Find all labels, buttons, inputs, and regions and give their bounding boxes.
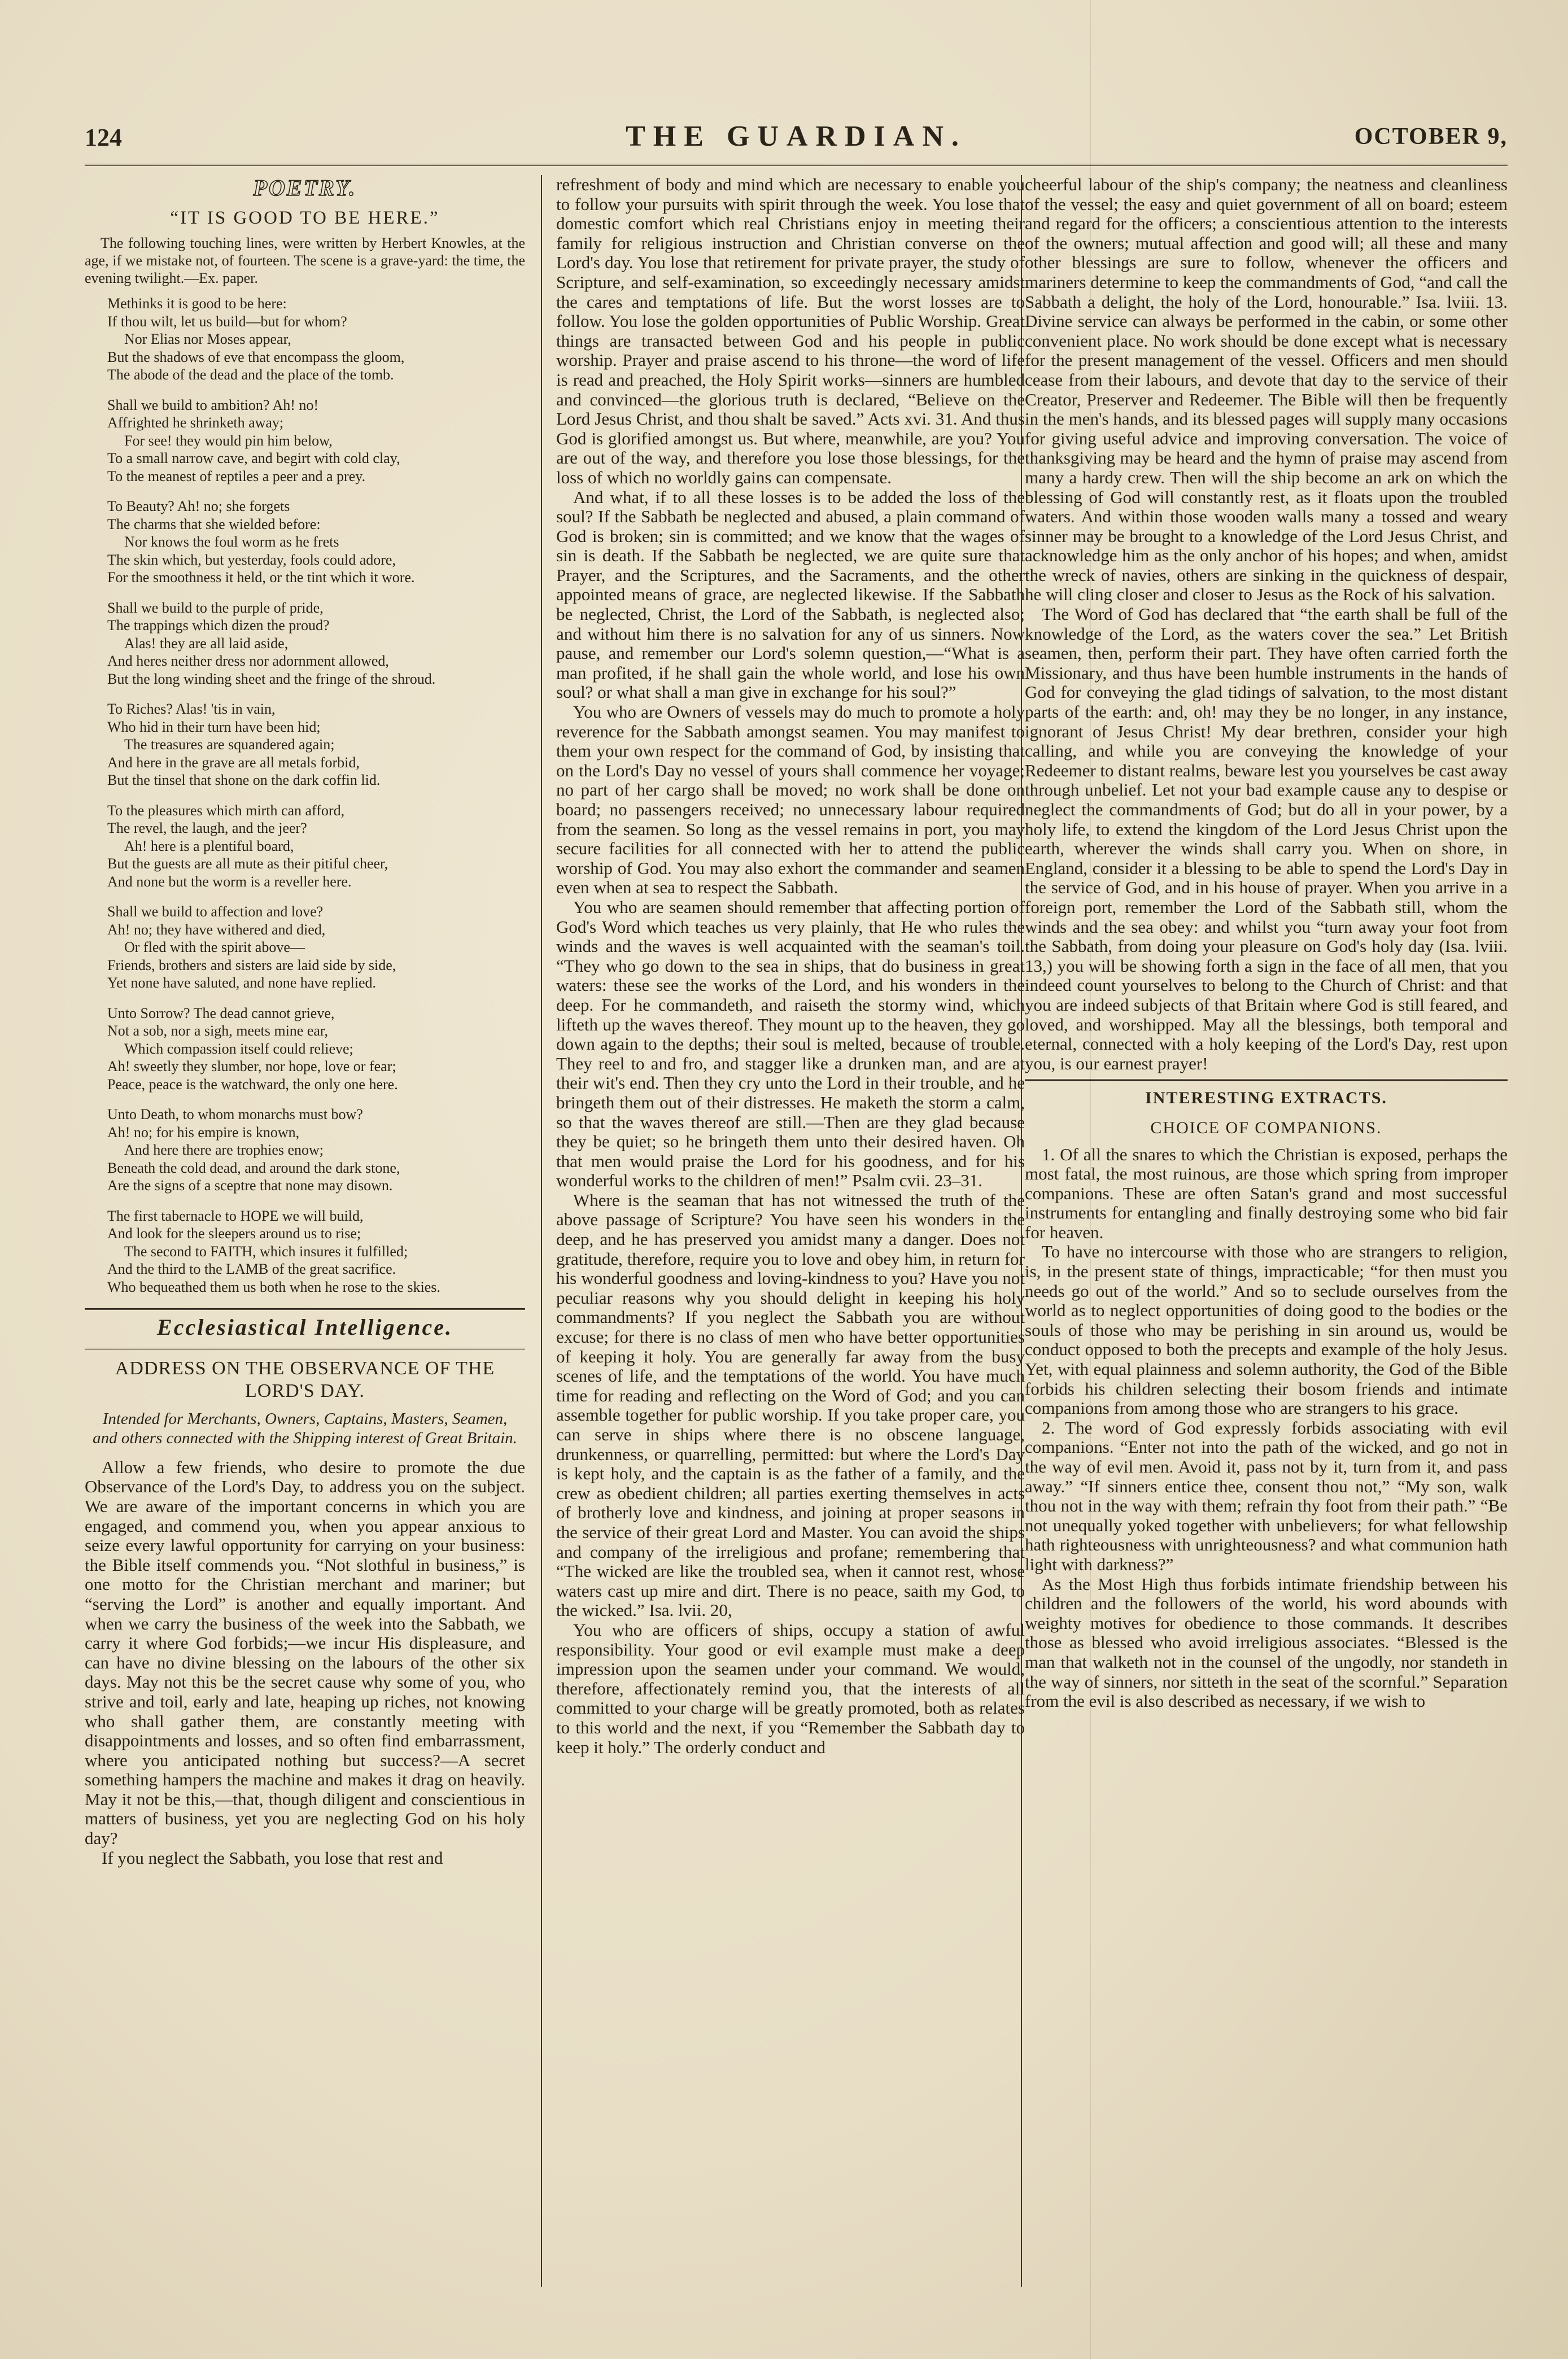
poem-line: Nor knows the foul worm as he frets bbox=[124, 534, 339, 551]
poem-line: Ah! no; they have withered and died, bbox=[107, 921, 326, 938]
paragraph: If you neglect the Sabbath, you lose that rest and bbox=[102, 1847, 443, 1868]
poem-stanza bbox=[107, 903, 525, 992]
article-title: ADDRESS ON THE OBSERVANCE OF THE LORD'S DAY. bbox=[115, 1357, 495, 1401]
section-divider bbox=[85, 1348, 525, 1349]
poem-line: The first tabernacle to HOPE we will build, bbox=[107, 1207, 364, 1224]
article-body-col1 bbox=[85, 1458, 525, 1868]
extracts-heading: INTERESTING EXTRACTS. bbox=[1145, 1089, 1387, 1108]
poem-line: And look for the sleepers around us to rise; bbox=[107, 1225, 361, 1242]
poem-stanza bbox=[107, 396, 525, 486]
poem-line: To Riches? Alas! 'tis in vain, bbox=[107, 701, 276, 718]
poem-line: Ah! no; for his empire is known, bbox=[107, 1124, 300, 1141]
poem-body bbox=[85, 295, 525, 1296]
paragraph: You who are Owners of vessels may do much to promote a holy reverence for the Sabbath amongst seamen. You may manifest to them your own respect for the command of God, by insisting that on the Lord's Day no vessel of yours shall commence her voyage; no part of her cargo shall be moved; no work shall be done on board; no passengers received; no unnecessary labour required from the seamen. So long as the vessel remains in port, you may secure facilities for all connected with her to attend the public worship of God. You may also exhort the commander and seamen even when at sea to respect the Sabbath. bbox=[556, 702, 1025, 898]
poem-stanza bbox=[107, 802, 525, 891]
poem-line: Alas! they are all laid aside, bbox=[124, 635, 289, 652]
poem-line: Affrighted he shrinketh away; bbox=[107, 414, 284, 431]
section-divider bbox=[85, 1308, 525, 1310]
poem-line: Friends, brothers and sisters are laid side by side, bbox=[107, 956, 396, 973]
poem-line: But the tinsel that shone on the dark coffin lid. bbox=[107, 772, 381, 789]
poem-line: The abode of the dead and the place of the tomb. bbox=[107, 366, 394, 383]
poem-line: And the third to the LAMB of the great sacrifice. bbox=[107, 1261, 396, 1278]
paragraph: You who are seamen should remember that affecting portion of God's Word which teaches us very plainly, that He who rules the winds and the waves is well acquainted with the seaman's toil. “They who go down to the sea in ships, that do business in great waters: these see the works of the Lord, and his wonders in the deep. For he commandeth, and raiseth the stormy wind, which lifteth up the waves thereof. They mount up to the heaven, they go down again to the depths; their soul is melted, because of trouble. They reel to and fro, and stagger like a drunken man, and are at their wit's end. Then they cry unto the Lord in their trouble, and he bringeth them out of their distresses. He maketh the storm a calm, so that the waves thereof are still.—Then are they glad because they be quiet; so he bringeth them unto their desired haven. Oh that men would praise the Lord for his goodness, and for his wonderful works to the children of men!” Psalm cvii. 23–31. bbox=[556, 897, 1025, 1191]
poem-line: To the pleasures which mirth can afford, bbox=[107, 802, 345, 819]
poem-line: Are the signs of a sceptre that none may disown. bbox=[107, 1177, 393, 1194]
poem-line: And here in the grave are all metals forbid, bbox=[107, 754, 360, 771]
poem-intro: The following touching lines, were written by Herbert Knowles, at the age, if we mistake not, of fourteen. The scene is a grave-yard: the time, the evening twilight.—Ex. paper. bbox=[85, 235, 525, 287]
extract-body bbox=[1025, 1145, 1508, 1711]
ecclesiastical-heading: Ecclesiastical Intelligence. bbox=[157, 1314, 453, 1340]
poem-line: But the long winding sheet and the fringe of the shroud. bbox=[107, 670, 436, 687]
poem-line: Unto Sorrow? The dead cannot grieve, bbox=[107, 1004, 335, 1021]
paragraph: You who are officers of ships, occupy a station of awful responsibility. Your good or evil example must make a deep impression upon the seamen under your command. We would, therefore, affectionately remind you, that the interests of all committed to your charge will be greatly promoted, both as relates to this world and the next, if you “Remember the Sabbath day to keep it holy.” The orderly conduct and bbox=[556, 1619, 1025, 1757]
poem-line: The charms that she wielded before: bbox=[107, 516, 321, 532]
poem-line: Who hid in their turn have been hid; bbox=[107, 718, 321, 735]
poem-line: And none but the worm is a reveller here. bbox=[107, 873, 352, 890]
poem-line: Peace, peace is the watchward, the only one here. bbox=[107, 1076, 398, 1093]
poem-stanza bbox=[107, 1207, 525, 1296]
article-body-col2 bbox=[556, 175, 1025, 1757]
poem-line: The second to FAITH, which insures it fulfilled; bbox=[124, 1243, 408, 1260]
poem-title: “IT IS GOOD TO BE HERE.” bbox=[170, 207, 440, 228]
poem-line: But the shadows of eve that encompass the gloom, bbox=[107, 348, 405, 365]
article-subtitle: Intended for Merchants, Owners, Captains, Masters, Seamen, and others connected with the Shipping interest of Great Britain. bbox=[93, 1409, 517, 1447]
poem-line: To the meanest of reptiles a peer and a prey. bbox=[107, 468, 366, 484]
poem-stanza bbox=[107, 1004, 525, 1094]
poem-line: And heres neither dress nor adornment allowed, bbox=[107, 653, 389, 670]
poem-stanza bbox=[107, 599, 525, 688]
issue-date: OCTOBER 9, bbox=[1354, 124, 1508, 150]
paragraph: To have no intercourse with those who are strangers to religion, is, in the present state of things, impracticable; “for then must you needs go out of the world.” And so to seclude ourselves from the world as to neglect opportunities of doing good to the bodies or the souls of those who may be perishing in sin around us, would be conduct opposed to both the precepts and example of the holy Jesus. Yet, with equal plainness and solemn authority, the God of the Bible forbids his children selecting their bosom friends and intimate companions from among those who are strangers to his grace. bbox=[1025, 1242, 1508, 1418]
paragraph: The Word of God has declared that “the earth shall be full of the knowledge of the Lord, as the waters cover the sea.” Let British seamen, then, perform their part. They have often carried forth the Missionary, and thus have been humble instruments in the hands of God for conveying the glad tidings of salvation, to the most distant parts of the earth: and, oh! may they be no longer, in any instance, ignorant of Jesus Christ! My dear brethren, consider your high calling, and while you are conveying the knowledge of your Redeemer to distant realms, beware lest you yourselves be cast away through unbelief. Let not your bad example cause any to despise or neglect the commandments of God; but do all in your power, by a holy life, to extend the kingdom of the Lord Jesus Christ upon the earth, wherever the winds shall carry you. When on shore, in England, consider it a blessing to be able to spend the Lord's Day in the service of God, and in his house of prayer. When you arrive in a foreign port, remember the Lord of the Sabbath still, whom the winds and the sea obey: and whilst you “turn away your foot from the Sabbath, from doing your pleasure on God's holy day (Isa. lviii. 13,) you will be showing forth a sign in the face of all men, that you indeed count yourselves to belong to the Church of Christ: and that you are indeed subjects of that Britain where God is still feared, and loved, and worshipped. May all the blessings, both temporal and eternal, connected with a holy keeping of the Lord's Day, rest upon you, is our earnest prayer! bbox=[1025, 604, 1508, 1073]
poem-stanza bbox=[107, 700, 525, 789]
poem-line: Ah! sweetly they slumber, nor hope, love or fear; bbox=[107, 1058, 396, 1075]
poem-line: The treasures are squandered again; bbox=[124, 736, 335, 753]
paragraph: And what, if to all these losses is to be added the loss of the soul? If the Sabbath be neglected and abused, a plain command of God is broken; sin is committed; and we know that the wages of sin is death. If the Sabbath be neglected, we are quite sure that Prayer, and the Scriptures, and the Sacraments, and the other appointed means of grace, are neglected likewise. If the Sabbath be neglected, Christ, the Lord of the Sabbath, is neglected also; and without him there is no salvation for any of us sinners. Now pause, and remember our Lord's solemn question,—“What is a man profited, if he shall gain the whole world, and lose his own soul? or what shall a man give in exchange for his soul?” bbox=[556, 487, 1025, 702]
poem-line: The revel, the laugh, and the jeer? bbox=[107, 820, 307, 837]
poem-line: Who bequeathed them us both when he rose to the skies. bbox=[107, 1278, 440, 1295]
paragraph: As the Most High thus forbids intimate friendship between his children and the followers of the world, his word abounds with weighty motives for obedience to those commands. It describes those as blessed who avoid irreligious associates. “Blessed is the man that walketh not in the counsel of the ungodly, nor standeth in the way of sinners, nor sitteth in the seat of the scornful.” Separation from the evil is also described as necessary, if we wish to bbox=[1025, 1574, 1508, 1711]
poem-line: Which compassion itself could relieve; bbox=[124, 1040, 353, 1057]
poem-line: Unto Death, to whom monarchs must bow? bbox=[107, 1106, 363, 1123]
column-1 bbox=[85, 175, 525, 2292]
poem-line: The skin which, but yesterday, fools could adore, bbox=[107, 551, 396, 568]
poem-line: Beneath the cold dead, and around the dark stone, bbox=[107, 1159, 400, 1176]
poem-stanza bbox=[107, 295, 525, 384]
paragraph: Where is the seaman that has not witnessed the truth of the above passage of Scripture? You have seen his wonders in the deep, and he has preserved you amidst many a danger. Does not gratitude, therefore, require you to love and obey him, in return for his wonderful goodness and loving-kindness to you? Have you not peculiar reasons why you should delight in keeping his holy commandments? If you neglect the Sabbath you are without excuse; for there is no class of men who have better opportunities of keeping it holy. You are generally far away from the busy scenes of life, and the temptations of the world. You have much time for reading and reflecting on the Word of God; and you can assemble together for public worship. If you take proper care, you can serve in ships where there is no obscene language, drunkenness, or quarrelling, permitted: but where the Lord's Day is kept holy, and the captain is as the father of a family, and the crew as obedient children; all parties exerting themselves in acts of brotherly love and kindness, and joining at proper seasons in the service of their great Lord and Master. You can avoid the ships and company of the irreligious and profane; remembering that “The wicked are like the troubled sea, when it cannot rest, whose waters cast up mire and dirt. There is no peace, saith my God, to the wicked.” Isa. lvii. 20, bbox=[556, 1190, 1025, 1620]
paragraph: cheerful labour of the ship's company; the neatness and cleanliness of the vessel; the easy and quiet government of all on board; esteem and regard for the officers; a conscientious attention to the interests of the owners; mutual affection and good will; all these and many other blessings are sure to follow, whenever the officers and mariners determine to keep the commandments of God, “and call the Sabbath a delight, the holy of the Lord, honourable.” Isa. lviii. 13. Divine service can always be performed in the cabin, or some other convenient place. No work should be done except what is necessary for the present management of the vessel. Officers and men should cease from their labours, and devote that day to the service of their Creator, Preserver and Redeemer. The Bible will then be frequently in the men's hands, and its blessed pages will supply many occasions for giving useful advice and improving conversation. The voice of thanksgiving may be heard and the hymn of praise may ascend from many a hardy crew. Then will the ship become an ark on which the blessing of God will constantly rest, as it floats upon the troubled waters. And within those wooden walls many a tossed and weary sinner may be brought to a knowledge of the Lord Jesus Christ, and acknowledge him as the only anchor of his hopes; and when, amidst the wreck of navies, others are sinking in the quickness of despair, he will cling closer and closer to Jesus as the Rock of his salvation. bbox=[1025, 175, 1508, 605]
article-body-col3 bbox=[1025, 175, 1508, 1073]
poem-line: Nor Elias nor Moses appear, bbox=[124, 331, 291, 348]
paragraph: 1. Of all the snares to which the Christian is exposed, perhaps the most fatal, the most ruinous, are those which spring from improper companions. These are often Satan's grand and most successful instruments for entangling and finally destroying some who bid fair for heaven. bbox=[1025, 1144, 1508, 1242]
paragraph: 2. The word of God expressly forbids associating with evil companions. “Enter not into the path of the wicked, and go not in the way of evil men. Avoid it, pass not by it, turn from it, and pass away.” “If sinners entice thee, consent thou not,” “My son, walk thou not in the way with them; refrain thy foot from their path.” “Be not unequally yoked together with unbelievers; for what fellowship hath righteousness with unrighteousness? and what communion hath light with darkness?” bbox=[1025, 1417, 1508, 1574]
column-3 bbox=[1025, 175, 1508, 2292]
poem-line: Shall we build to affection and love? bbox=[107, 903, 324, 920]
poem-line: For the smoothness it held, or the tint which it wore. bbox=[107, 569, 415, 586]
section-divider bbox=[1025, 1079, 1508, 1081]
poem-line: For see! they would pin him below, bbox=[124, 432, 333, 449]
masthead bbox=[85, 113, 1508, 166]
paragraph: Allow a few friends, who desire to promote the due Observance of the Lord's Day, to address you on the subject. We are aware of the important concerns in which you are engaged, and commend you, when you appear anxious to seize every lawful opportunity for carrying on your business: the Bible itself commends you. “Not slothful in business,” is one motto for the Christian merchant and mariner; but “serving the Lord” is another and equally important. And when we carry the business of the week into the Sabbath, we carry it where God forbids;—we incur His displeasure, and can have no divine blessing on the labours of the other six days. May not this be the secret cause why some of you, who strive and toil, early and late, heaping up riches, not knowing who shall gather them, are constantly meeting with disappointments and losses, and so often find embarrassment, where you anticipated nothing but success?—A secret something hampers the machine and makes it drag on heavily. May it not be this,—that, though diligent and conscientious in matters of business, yet you are neglecting God on his holy day? bbox=[85, 1457, 525, 1849]
paragraph: refreshment of body and mind which are necessary to enable you to follow your pursuits with spirit through the week. You lose that domestic comfort which real Christians enjoy in meeting their family for religious instruction and Christian converse on the Lord's day. You lose that retirement for private prayer, the study of Scripture, and self-examination, so exceedingly necessary amidst the cares and temptations of life. But the worst losses are to follow. You lose the golden opportunities of Public Worship. Great things are transacted between God and his people in public worship. Prayer and praise ascend to his throne—the word of life is read and preached, the Holy Spirit works—sinners are humbled and convinced—the glorious truth is declared, “Believe on the Lord Jesus Christ, and thou shalt be saved.” Acts xvi. 31. And thus God is glorified amongst us. But where, meanwhile, are you? You are out of the way, and therefore you lose those blessings, for the loss of which no worldly gains can compensate. bbox=[556, 175, 1025, 487]
poetry-heading: POETRY. bbox=[253, 175, 357, 200]
poem-line: And here there are trophies enow; bbox=[124, 1142, 324, 1159]
poem-line: Methinks it is good to be here: bbox=[107, 295, 287, 312]
column-rule bbox=[541, 175, 542, 2287]
poem-line: If thou wilt, let us build—but for whom? bbox=[107, 313, 347, 330]
poem-line: But the guests are all mute as their pitiful cheer, bbox=[107, 855, 388, 872]
poem-stanza bbox=[107, 497, 525, 587]
poem-line: Ah! here is a plentiful board, bbox=[124, 837, 294, 854]
poem-line: The trappings which dizen the proud? bbox=[107, 617, 330, 634]
poem-line: Not a sob, nor a sigh, meets mine ear, bbox=[107, 1023, 329, 1039]
page-number: 124 bbox=[85, 124, 122, 151]
poem-line: To a small narrow cave, and begirt with cold clay, bbox=[107, 450, 400, 467]
poem-line: To Beauty? Ah! no; she forgets bbox=[107, 498, 290, 515]
poem-line: Yet none have saluted, and none have replied. bbox=[107, 975, 377, 991]
newspaper-title: THE GUARDIAN. bbox=[626, 120, 967, 152]
poem-stanza bbox=[107, 1106, 525, 1195]
column-2 bbox=[556, 175, 1025, 2292]
poem-line: Or fled with the spirit above— bbox=[124, 939, 305, 956]
poem-line: Shall we build to the purple of pride, bbox=[107, 599, 324, 616]
poem-line: Shall we build to ambition? Ah! no! bbox=[107, 396, 319, 413]
extract-title: CHOICE OF COMPANIONS. bbox=[1150, 1118, 1382, 1137]
